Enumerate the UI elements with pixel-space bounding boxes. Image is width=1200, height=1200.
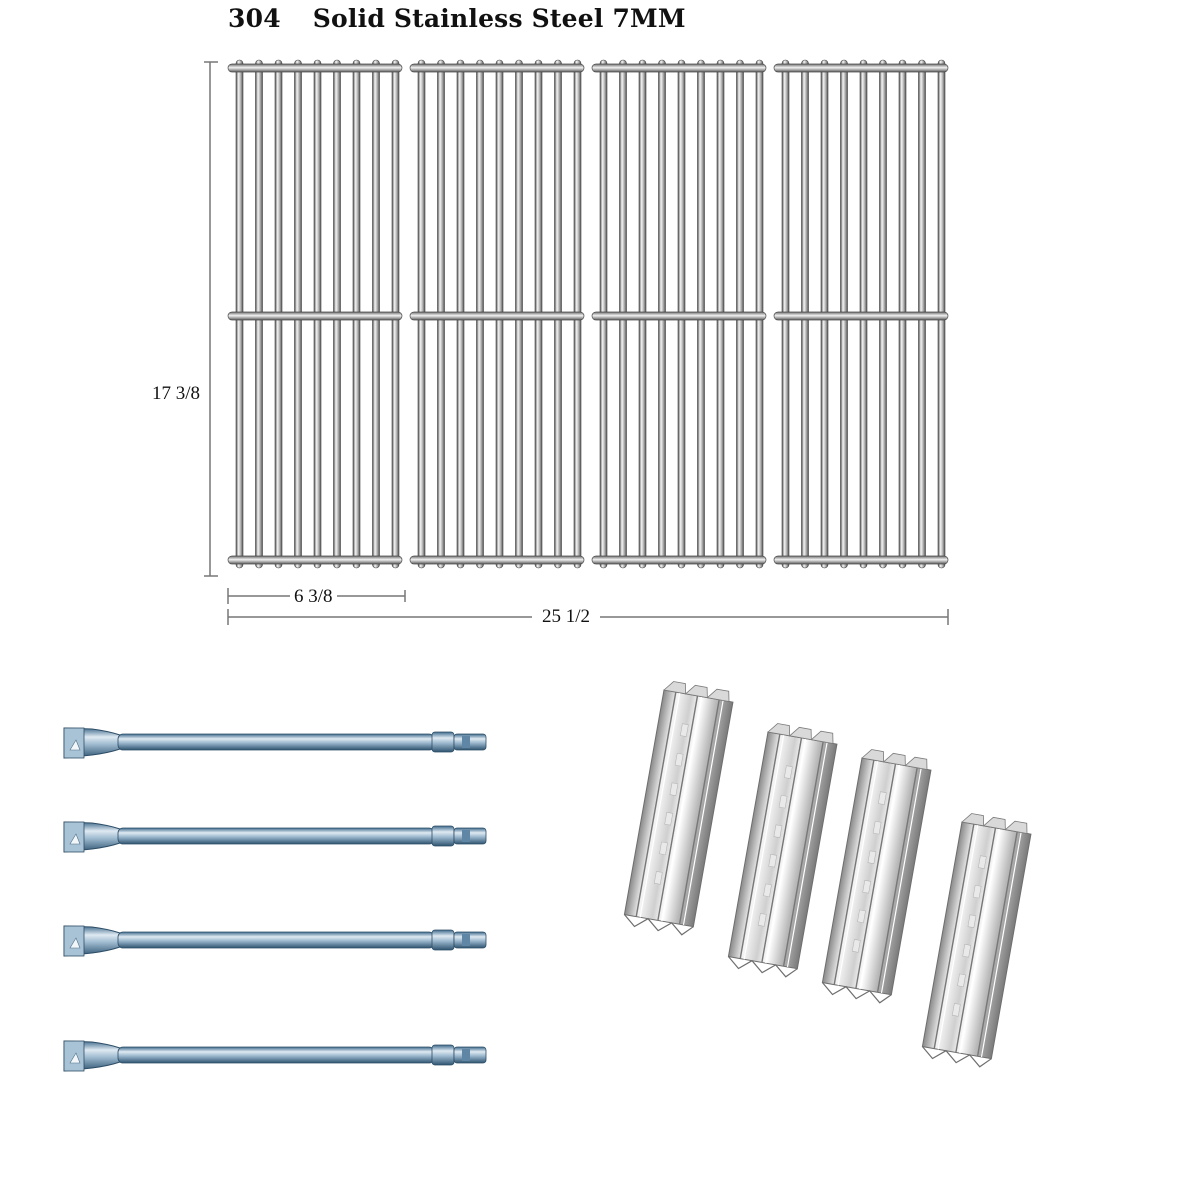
heat-plates: [623, 680, 1033, 1068]
burner-tube: [64, 1041, 486, 1071]
heat-plate: [821, 748, 933, 1004]
cooking-grates: [228, 60, 948, 568]
burner-tube: [64, 822, 486, 852]
cooking-grate: [410, 60, 584, 568]
height-label: 17 3/8: [152, 383, 201, 404]
heat-plate: [727, 722, 839, 978]
material-description: Solid Stainless Steel 7MM: [312, 4, 686, 33]
heat-plate: [921, 812, 1033, 1068]
steel-grade: 304: [228, 4, 281, 33]
height-dimension-line: [204, 62, 218, 576]
heat-plate: [623, 680, 735, 936]
burner-tube: [64, 926, 486, 956]
total-width-label: 25 1/2: [532, 607, 600, 626]
burner-tubes: [64, 728, 486, 1071]
burner-tube: [64, 728, 486, 758]
cooking-grate: [592, 60, 766, 568]
cooking-grate: [774, 60, 948, 568]
cooking-grate: [228, 60, 402, 568]
grate-width-label: 6 3/8: [290, 587, 337, 606]
